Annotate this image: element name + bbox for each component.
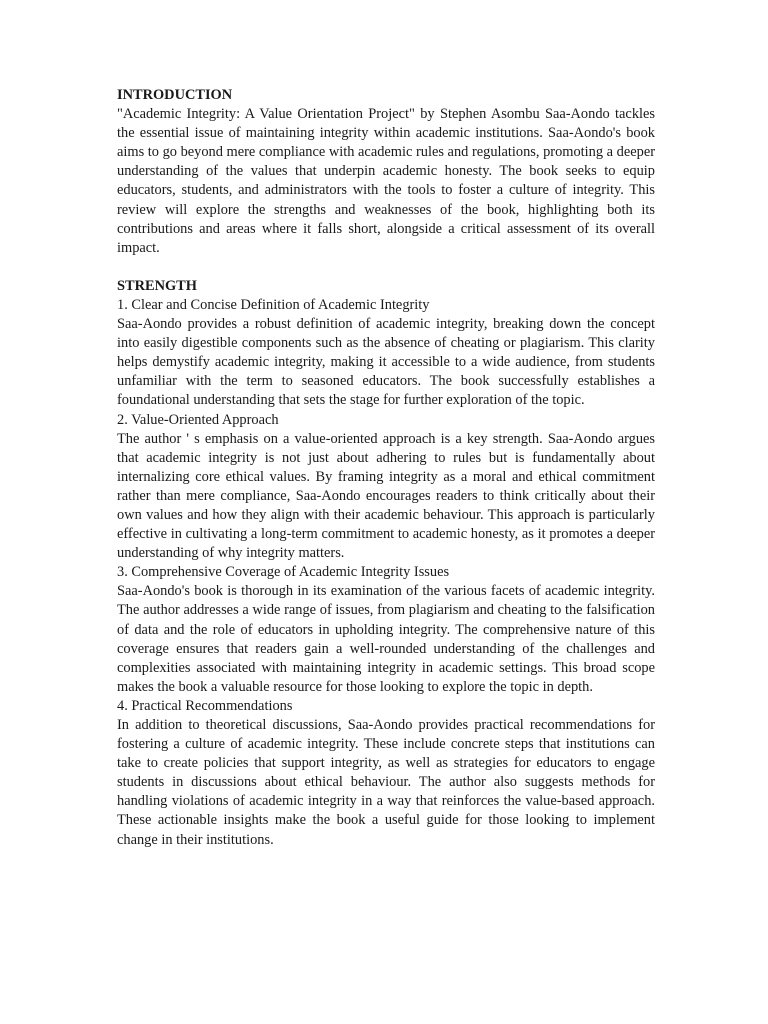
- strength-heading: STRENGTH: [117, 277, 197, 294]
- introduction-paragraph: "Academic Integrity: A Value Orientation Project" by Stephen Asombu Saa-Aondo tackles the essential issue of maintaining integrity within academic institutions. Saa-Aondo's book aims to go beyond mere compliance with academic rules and regulations, promoting a deeper understanding of the values that underpin academic honesty. The book seeks to equip educators, students, and administrators with the tools to foster a culture of integrity. This review will explore the strengths and weaknesses of the book, highlighting both its contributions and areas where it falls short, alongside a critical assessment of its overall impact.: [117, 106, 655, 256]
- document-page: [117, 86, 655, 850]
- strength-item-2-body: The author ' s emphasis on a value-oriented approach is a key strength. Saa-Aondo argues that academic integrity is not just about adhering to rules but is fundamentally about internalizing core ethical values. By framing integrity as a moral and ethical commitment rather than mere compliance, Saa-Aondo encourages readers to think critically about their own values and how they align with their academic behaviour. This approach is particularly effective in cultivating a long-term commitment to academic honesty, as it promotes a deeper understanding of why integrity matters.: [117, 430, 655, 562]
- introduction-heading: INTRODUCTION: [117, 87, 233, 103]
- strength-item-3-title: 3. Comprehensive Coverage of Academic Integrity Issues: [117, 564, 450, 581]
- strength-item-1-title: 1. Clear and Concise Definition of Academic Integrity: [117, 296, 430, 313]
- strength-item-2-title: 2. Value-Oriented Approach: [117, 411, 279, 428]
- strength-item-4-body: In addition to theoretical discussions, Saa-Aondo provides practical recommendations for fostering a culture of academic integrity. These include concrete steps that institutions can take to create policies that support integrity, as well as strategies for educators to engage students in discussions about ethical behaviour. The author also suggests methods for handling violations of academic integrity in a way that reinforces the value-based approach. These actionable insights make the book a useful guide for those looking to implement change in their institutions.: [117, 717, 655, 848]
- strength-item-3-body: Saa-Aondo's book is thorough in its examination of the various facets of academic integrity. The author addresses a wide range of issues, from plagiarism and cheating to the falsification of data and the role of educators in upholding integrity. The comprehensive nature of this coverage ensures that readers gain a well-rounded understanding of the challenges and complexities associated with maintaining integrity in academic settings. This broad scope makes the book a valuable resource for those looking to explore the topic in depth.: [117, 583, 655, 695]
- section-spacer: [117, 258, 655, 277]
- strength-item-4-title: 4. Practical Recommendations: [117, 697, 293, 714]
- strength-item-1-body: Saa-Aondo provides a robust definition of academic integrity, breaking down the concept into easily digestible components such as the absence of cheating or plagiarism. This clarity helps demystify academic integrity, making it accessible to a wide audience, from students unfamiliar with the term to seasoned educators. The book successfully establishes a foundational understanding that sets the stage for further exploration of the topic.: [117, 316, 655, 409]
